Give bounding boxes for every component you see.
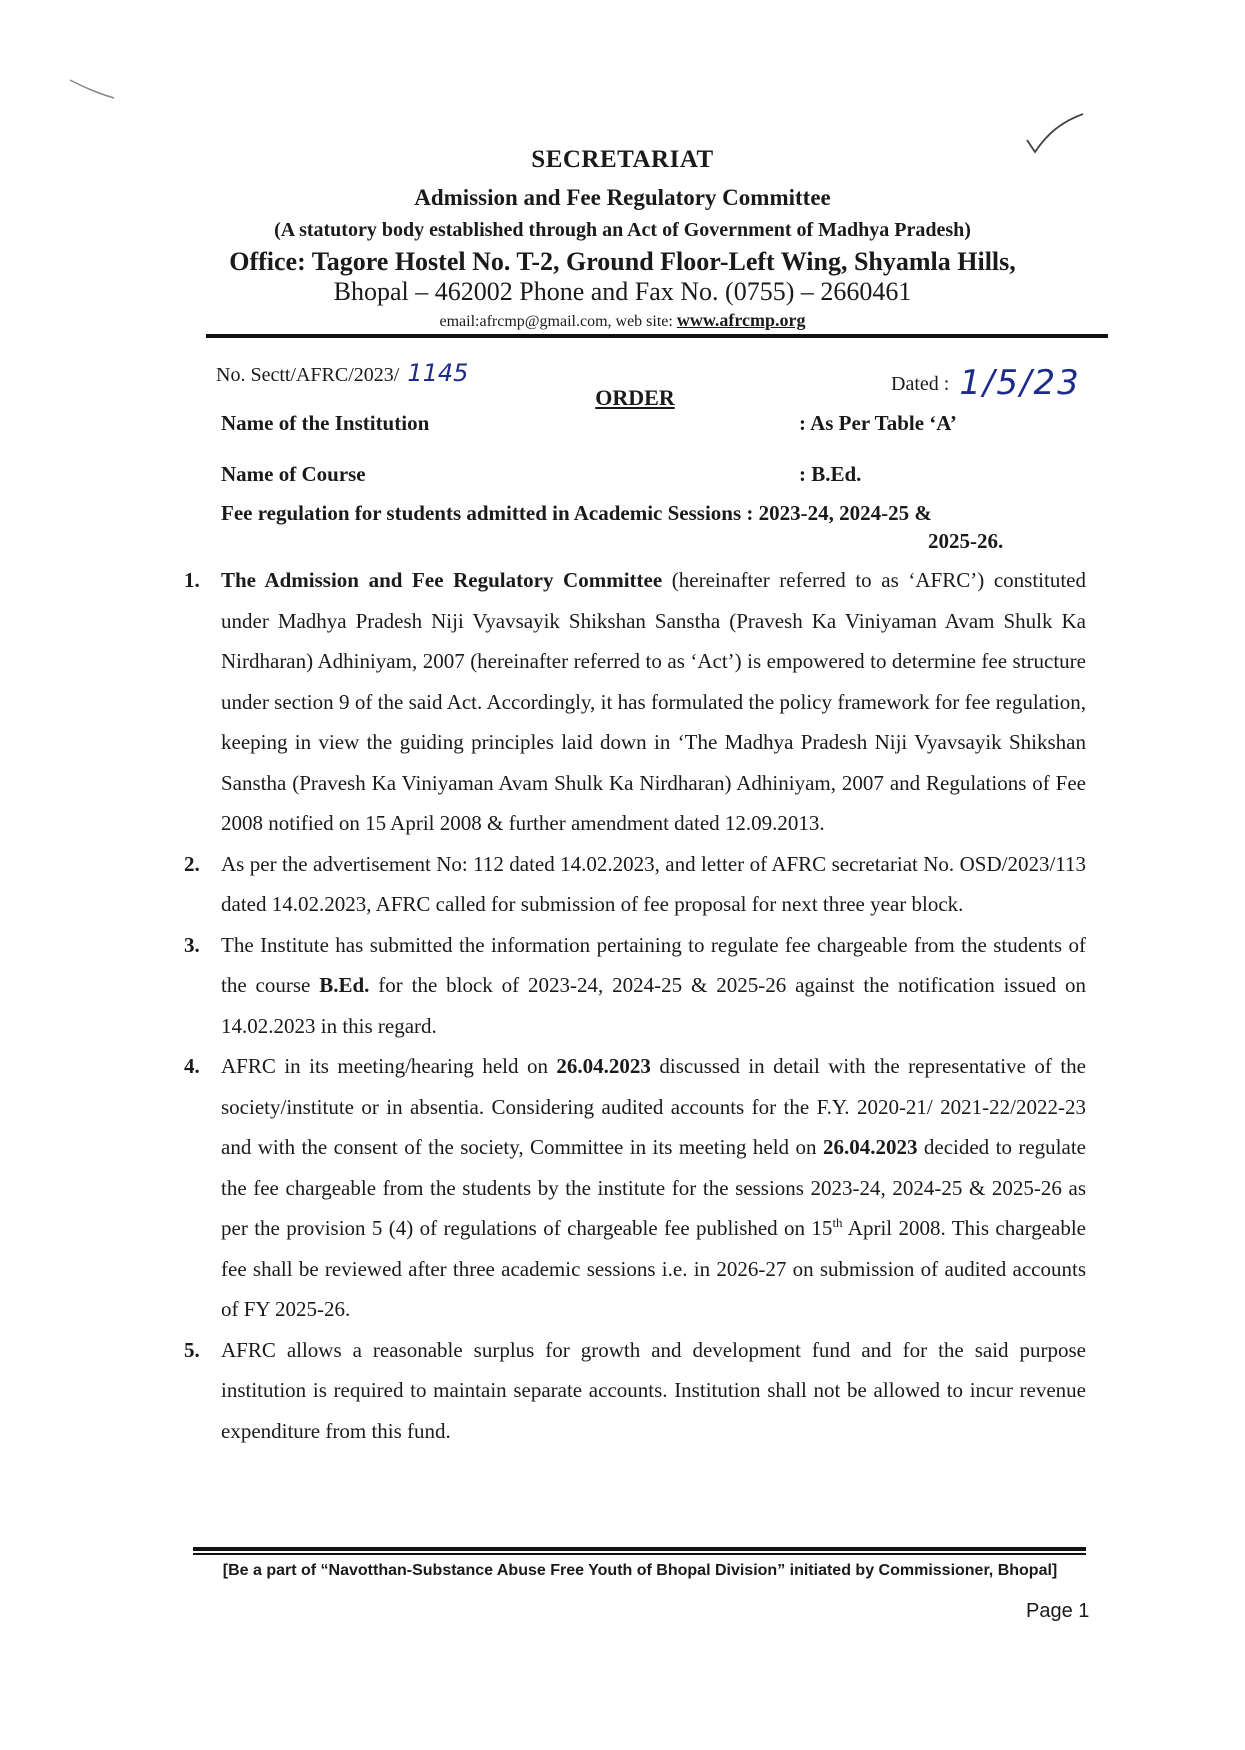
course-value: : B.Ed. bbox=[799, 462, 862, 486]
dated-label: Dated : bbox=[891, 373, 950, 395]
pen-mark bbox=[68, 76, 128, 106]
paragraph-2 bbox=[184, 844, 1086, 925]
paragraph-text: AFRC in its meeting/hearing held on 26.04.2023 discussed in detail with the representative of the society/institute or in absentia. Considering audited accounts for the F.Y. 2020-21/ 2021-22/2022-23 and with the consent of the society, Committee in its meeting held on 26.04.2023 decided to regulate the fee chargeable from the students by the institute for the sessions 2023-24, 2024-25 & 2025-26 as per the provision 5 (4) of regulations of chargeable fee published on 15th April 2008. This chargeable fee shall be reviewed after three academic sessions i.e. in 2026-27 on submission of audited accounts of FY 2025-26. bbox=[221, 1054, 1086, 1321]
website-link[interactable]: www.afrcmp.org bbox=[676, 310, 806, 330]
secretariat-title: SECRETARIAT bbox=[531, 146, 714, 173]
page-number: Page 1 bbox=[1026, 1600, 1090, 1622]
course-label: Name of Course bbox=[221, 462, 366, 486]
footer-divider-thin bbox=[193, 1553, 1086, 1555]
paragraph-4 bbox=[184, 1046, 1086, 1330]
paragraph-text: As per the advertisement No: 112 dated 14.02.2023, and letter of AFRC secretariat No. OSD/2023/113 dated 14.02.2023, AFRC called for submission of fee proposal for next three year block. bbox=[221, 851, 1086, 916]
contact-line bbox=[0, 310, 1245, 331]
handwritten-date: 1/5/23 bbox=[959, 363, 1081, 403]
footer-divider bbox=[193, 1547, 1086, 1551]
campaign-note: [Be a part of “Navotthan-Substance Abuse Free Youth of Bhopal Division” initiated by Commissioner, Bhopal] bbox=[222, 1562, 1058, 1579]
paragraph-5 bbox=[184, 1330, 1086, 1452]
handwritten-number: 1145 bbox=[407, 359, 469, 387]
institution-label: Name of the Institution bbox=[221, 411, 430, 435]
fee-regulation-line2: 2025-26. bbox=[928, 529, 1004, 553]
paragraph-number: 2. bbox=[184, 851, 200, 876]
paragraph-number: 5. bbox=[184, 1337, 200, 1362]
paragraph-3 bbox=[184, 925, 1086, 1047]
header-divider bbox=[206, 334, 1108, 338]
reference-label: No. Sectt/AFRC/2023/ bbox=[216, 364, 400, 386]
paragraph-text: AFRC allows a reasonable surplus for growth and development fund and for the said purpose institution is required to maintain separate accounts. Institution shall not be allowed to incur revenue expenditure from this fund. bbox=[221, 1337, 1086, 1443]
statutory-note: (A statutory body established through an Act of Government of Madhya Pradesh) bbox=[274, 219, 971, 241]
paragraph-1 bbox=[184, 560, 1086, 844]
reference-number bbox=[216, 359, 468, 387]
paragraph-text: The Institute has submitted the information pertaining to regulate fee chargeable from the students of the course B.Ed. for the block of 2023-24, 2024-25 & 2025-26 against the notification issued on 14.02.2023 in this regard. bbox=[221, 932, 1086, 1038]
paragraph-number: 4. bbox=[184, 1054, 200, 1078]
office-address: Office: Tagore Hostel No. T-2, Ground Floor-Left Wing, Shyamla Hills, bbox=[229, 247, 1016, 276]
email-text: email:afrcmp@gmail.com, web site: bbox=[439, 313, 677, 330]
order-heading: ORDER bbox=[595, 385, 675, 410]
fee-regulation-line1: Fee regulation for students admitted in Academic Sessions : 2023-24, 2024-25 & bbox=[221, 501, 932, 525]
paragraph-number: 3. bbox=[184, 932, 200, 957]
paragraph-text: The Admission and Fee Regulatory Committee (hereinafter referred to as ‘AFRC’) constituted under Madhya Pradesh Niji Vyavsayik Shikshan Sanstha (Pravesh Ka Viniyaman Avam Shulk Ka Nirdharan) Adhiniyam, 2007 (hereinafter referred to as ‘Act’) is empowered to determine fee structure under section 9 of the said Act. Accordingly, it has formulated the policy framework for fee regulation, keeping in view the guiding principles laid down in ‘The Madhya Pradesh Niji Vyavsayik Shikshan Sanstha (Pravesh Ka Viniyaman Avam Shulk Ka Nirdharan) Adhiniyam, 2007 and Regulations of Fee 2008 notified on 15 April 2008 & further amendment dated 12.09.2013. bbox=[221, 568, 1086, 835]
city-phone: Bhopal – 462002 Phone and Fax No. (0755) – 2660461 bbox=[333, 277, 912, 306]
order-paragraphs bbox=[184, 560, 1086, 1451]
committee-name: Admission and Fee Regulatory Committee bbox=[414, 185, 831, 210]
institution-value: : As Per Table ‘A’ bbox=[799, 411, 957, 435]
bold-lead: The Admission and Fee Regulatory Committee bbox=[221, 568, 663, 592]
paragraph-number: 1. bbox=[184, 568, 200, 592]
